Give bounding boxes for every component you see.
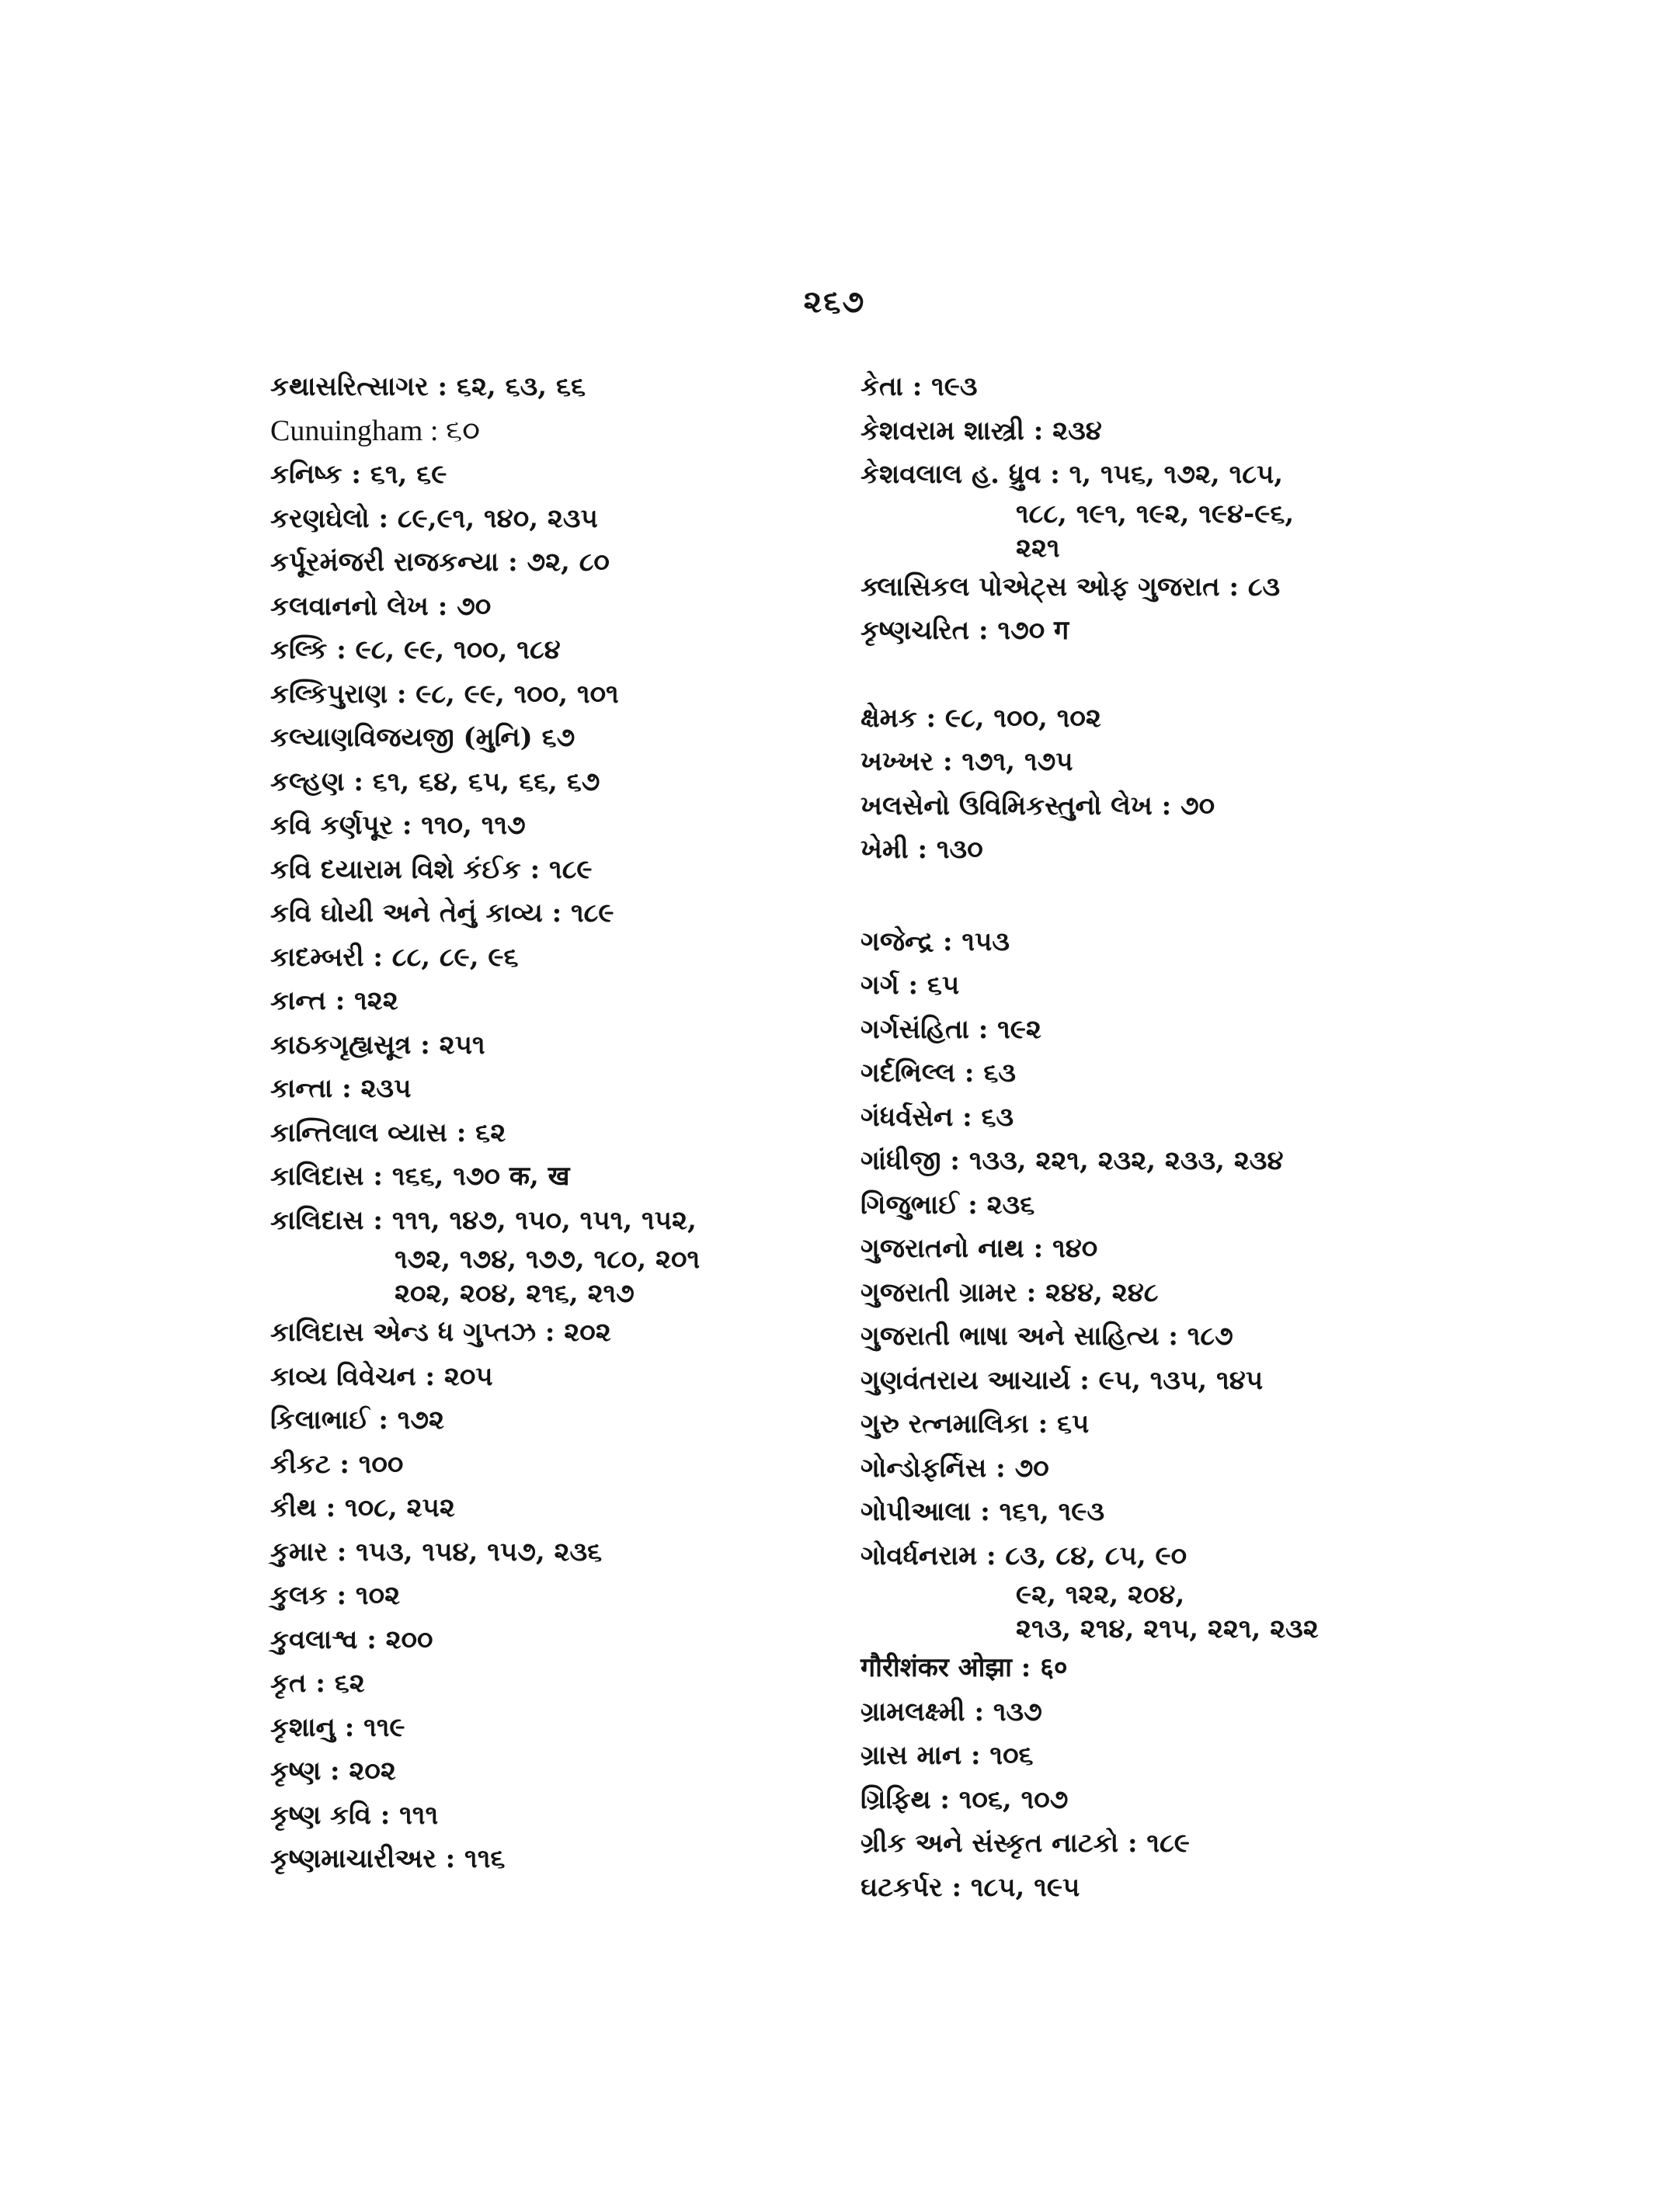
index-entry: કાન્તિલાલ વ્યાસ : ૬૨ xyxy=(270,1116,506,1148)
index-entry: ગુરુ રત્નમાલિકા : ૬૫ xyxy=(861,1408,1090,1439)
index-entry: ગજેન્દ્ર : ૧૫૩ xyxy=(861,925,1010,957)
index-entry: કિલાભાઈ : ૧૭૨ xyxy=(270,1405,444,1436)
index-entry: કલવાનનો લેખ : ૭૦ xyxy=(270,590,492,622)
index-entry: ગુજરાતનો નાથ : ૧૪૦ xyxy=(861,1233,1098,1264)
index-entry: ગાંધીજી : ૧૩૩, ૨૨૧, ૨૩૨, ૨૩૩, ૨૩૪ xyxy=(861,1145,1284,1176)
index-entry-continuation: ૧૮૮, ૧૯૧, ૧૯૨, ૧૯૪-૯૬, xyxy=(1016,498,1295,530)
index-entry: ખેમી : ૧૩૦ xyxy=(861,834,983,865)
index-entry-continuation: ૧૭૨, ૧૭૪, ૧૭૭, ૧૮૦, ૨૦૧ xyxy=(395,1244,701,1275)
index-entry: કલ્હણ : ૬૧, ૬૪, ૬૫, ૬૬, ૬૭ xyxy=(270,766,600,797)
index-entry: કૃત : ૬૨ xyxy=(270,1668,365,1699)
index-entry-text: કેશવલાલ હ. ધ્રુવ : ૧, ૧૫૬, ૧૭૨, ૧૮૫, xyxy=(861,459,1284,490)
index-entry: ગર્દભિલ્લ : ૬૩ xyxy=(861,1057,1017,1089)
index-entry: કાવ્ય વિવેચન : ૨૦૫ xyxy=(270,1360,493,1392)
index-entry-continuation: ૨૧૩, ૨૧૪, ૨૧૫, ૨૨૧, ૨૩૨ xyxy=(1016,1613,1319,1644)
index-entry: કવિ દયારામ વિશે કંઈક : ૧૮૯ xyxy=(270,853,593,885)
index-entry: કવિ કર્ણપૂર : ૧૧૦, ૧૧૭ xyxy=(270,810,526,841)
index-entry: ગ્રાસ માન : ૧૦૬ xyxy=(861,1740,1034,1771)
index-entry: કવિ ઘોયી અને તેનું કાવ્ય : ૧૮૯ xyxy=(270,898,614,929)
index-entry: કેશવરામ શાસ્ત્રી : ૨૩૪ xyxy=(861,415,1102,446)
index-entry: કુવલાશ્વ : ૨૦૦ xyxy=(270,1623,433,1655)
index-entry-multiline xyxy=(861,1534,1420,1647)
index-entry: કર્પૂરમંજરી રાજકન્યા : ૭૨, ૮૦ xyxy=(270,547,610,578)
index-entry: કલ્યાણવિજયજી (મુનિ) ૬૭ xyxy=(270,722,575,753)
index-entry: કુમાર : ૧૫૩, ૧૫૪, ૧૫૭, ૨૩૬ xyxy=(270,1536,603,1568)
index-entry: ઘટકર્પર : ૧૮૫, ૧૯૫ xyxy=(861,1871,1080,1903)
index-entry: કરણઘેલો : ૮૯,૯૧, ૧૪૦, ૨૩૫ xyxy=(270,502,598,534)
index-entry: કૃશાનુ : ૧૧૯ xyxy=(270,1711,405,1743)
index-entry: ગોન્ડોફર્નિસ : ૭૦ xyxy=(861,1452,1049,1484)
index-entry: કલ્કિપુરાણ : ૯૮, ૯૯, ૧૦૦, ૧૦૧ xyxy=(270,678,619,710)
index-entry: કાદમ્બરી : ૮૮, ૮૯, ૯૬ xyxy=(270,941,519,973)
index-entry: કેતા : ૧૯૩ xyxy=(861,371,978,402)
index-entry: ખખ્ખર : ૧૭૧, ૧૭૫ xyxy=(861,746,1073,777)
index-entry: ગર્ગ : ૬૫ xyxy=(861,970,960,1001)
index-column-left xyxy=(270,365,861,1881)
index-entry-multiline xyxy=(270,1199,861,1311)
index-entry: ગુજરાતી ભાષા અને સાહિત્ય : ૧૮૭ xyxy=(861,1321,1233,1352)
index-entry: Cunuingham : ૬૦ xyxy=(270,414,481,447)
index-entry: કૃષ્ણચરિત : ૧૭૦ ग xyxy=(861,615,1069,646)
index-entry-multiline xyxy=(861,453,1420,565)
index-entry: ક્લાસિકલ પોએટ્સ ઓફ ગુજરાત : ૮૩ xyxy=(861,571,1281,602)
index-entry: કીકટ : ૧૦૦ xyxy=(270,1448,404,1480)
index-entry: ખલસેનો ઉવિમિકસ્તુનો લેખ : ૭૦ xyxy=(861,790,1215,821)
index-entry: કનિષ્ક : ૬૧, ૬૯ xyxy=(270,459,447,490)
index-entry-text: ગોવર્ધનરામ : ૮૩, ૮૪, ૮૫, ૯૦ xyxy=(861,1540,1187,1571)
index-entry: ગ્રીક અને સંસ્કૃત નાટકો : ૧૮૯ xyxy=(861,1828,1190,1859)
index-entry: કાન્ત : ૧૨૨ xyxy=(270,985,398,1016)
index-entry: કાઠકગૃહ્યસૂત્ર : ૨૫૧ xyxy=(270,1029,485,1061)
index-entry: કાલિદાસ એન્ડ ધ ગુપ્તઝ : ૨૦૨ xyxy=(270,1317,611,1348)
index-entry: કુલક : ૧૦૨ xyxy=(270,1580,401,1611)
index-entry: ગુણવંતરાય આચાર્ય : ૯૫, ૧૩૫, ૧૪૫ xyxy=(861,1364,1264,1396)
index-entry: કાલિદાસ : ૧૬૬, ૧૭૦ क, ख xyxy=(270,1161,570,1192)
index-entry-continuation: ૯૨, ૧૨૨, ૨૦૪, xyxy=(1016,1579,1185,1610)
index-entry: કૃષ્ણમાચારીઅર : ૧૧૬ xyxy=(270,1843,506,1874)
index-entry: ગ્રામલક્ષ્મી : ૧૩૭ xyxy=(861,1696,1042,1728)
index-entry: કથાસરિત્સાગર : ૬૨, ૬૩, ૬૬ xyxy=(270,371,586,402)
index-entry: કીથ : ૧૦૮, ૨૫૨ xyxy=(270,1492,455,1523)
index-column-right xyxy=(861,365,1420,1909)
index-entry-continuation: ૨૨૧ xyxy=(1016,532,1060,564)
index-entry: ગર્ગસંહિતા : ૧૯૨ xyxy=(861,1013,1041,1045)
page-number: ૨૬૭ xyxy=(803,283,866,320)
index-entry: કાન્તા : ૨૩૫ xyxy=(270,1073,412,1104)
index-entry: કૃષ્ણ કવિ : ૧૧૧ xyxy=(270,1799,439,1831)
index-entry-continuation: ૨૦૨, ૨૦૪, ૨૧૬, ૨૧૭ xyxy=(395,1278,635,1309)
index-entry: ગુજરાતી ગ્રામર : ૨૪૪, ૨૪૮ xyxy=(861,1276,1159,1308)
index-entry: ક્ષેમક : ૯૮, ૧૦૦, ૧૦૨ xyxy=(861,702,1101,734)
index-entry: ગંધર્વસેન : ૬૩ xyxy=(861,1101,1014,1133)
index-entry: કૃષ્ણ : ૨૦૨ xyxy=(270,1755,396,1787)
index-entry: ગ્રિફિથ : ૧૦૬, ૧૦૭ xyxy=(861,1783,1069,1815)
index-entry: गौरीशंकर ओझा : ६० xyxy=(861,1652,1068,1683)
index-entry: કલ્કિ : ૯૮, ૯૯, ૧૦૦, ૧૮૪ xyxy=(270,634,561,665)
index-entry-text: કાલિદાસ : ૧૧૧, ૧૪૭, ૧૫૦, ૧૫૧, ૧૫૨, xyxy=(270,1204,697,1236)
index-entry: ગોપીઆલા : ૧૬૧, ૧૯૩ xyxy=(861,1496,1105,1527)
index-entry: ગિજુભાઈ : ૨૩૬ xyxy=(861,1189,1035,1221)
